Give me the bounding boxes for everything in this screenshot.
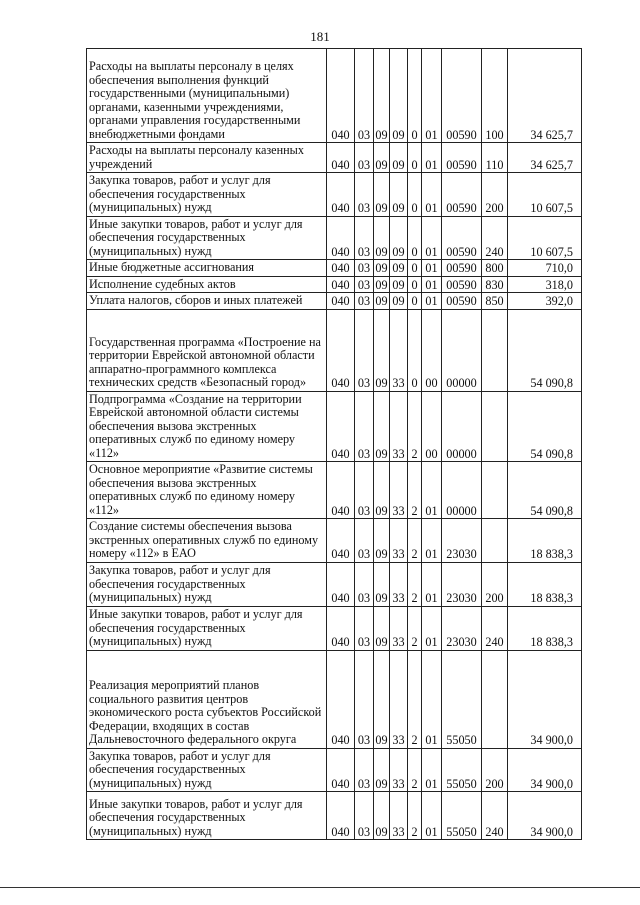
expense-type-code: 240 <box>482 606 508 650</box>
section-code: 03 <box>355 309 374 391</box>
row-name: Закупка товаров, работ и услуг для обеспечения государственных (муниципальных) нужд <box>87 173 327 217</box>
direction-code: 55050 <box>442 792 482 840</box>
subsection-code: 09 <box>375 277 388 292</box>
row-name: Расходы на выплаты персоналу казенных учреждений <box>87 143 327 173</box>
event-code: 01 <box>422 216 442 260</box>
row-amount: 10 607,5 <box>508 173 582 217</box>
program-code: 33 <box>390 792 408 840</box>
event-code: 01 <box>422 462 442 519</box>
row-name: Расходы на выплаты персоналу в целях обеспечения выполнения функций государственными (муниципальными) органами, казенными учреждениями, органами управления государственными внебюджетными фондами <box>87 49 327 143</box>
subsection-code: 09 <box>374 173 390 217</box>
section-code: 03 <box>355 391 374 462</box>
section-code: 03 <box>355 173 374 217</box>
subprogram-code: 0 <box>408 309 422 391</box>
page-number: 181 <box>310 29 330 44</box>
expense-type-code <box>482 462 508 519</box>
table-row <box>87 143 582 173</box>
program-code: 09 <box>390 143 408 173</box>
event-code: 01 <box>422 748 442 792</box>
ved-code: 040 <box>327 276 355 293</box>
section-code: 03 <box>355 462 374 519</box>
table-row <box>87 748 582 792</box>
row-amount: 54 090,8 <box>508 309 582 391</box>
row-name: Иные бюджетные ассигнования <box>87 260 327 277</box>
table-row <box>87 462 582 519</box>
direction-code: 23030 <box>442 519 482 563</box>
subsection-code: 09 <box>374 143 390 173</box>
row-name: Исполнение судебных актов <box>87 276 327 293</box>
bottom-rule <box>0 887 640 888</box>
row-amount: 34 900,0 <box>508 748 582 792</box>
expense-type-code: 850 <box>482 293 508 310</box>
table-row <box>87 49 582 143</box>
subsection-code: 09 <box>374 748 390 792</box>
row-amount: 18 838,3 <box>508 606 582 650</box>
event-code: 01 <box>422 562 442 606</box>
row-name: Подпрограмма «Создание на территории Еврейской автономной области системы обеспечения вызова экстренных оперативных служб по единому номеру «112» <box>87 391 327 462</box>
subprogram-code: 0 <box>408 143 422 173</box>
expense-type-code: 200 <box>482 173 508 217</box>
row-name: Закупка товаров, работ и услуг для обеспечения государственных (муниципальных) нужд <box>87 748 327 792</box>
event-code: 01 <box>422 606 442 650</box>
program-code: 09 <box>390 173 408 217</box>
program-code: 09 <box>390 260 408 277</box>
subprogram-code: 2 <box>408 391 422 462</box>
ved-code: 040 <box>327 562 355 606</box>
section-code: 03 <box>355 519 374 563</box>
expense-type-code: 240 <box>482 792 508 840</box>
subsection-code: 09 <box>375 294 388 308</box>
ved-code: 040 <box>327 391 355 462</box>
expense-type-code: 200 <box>482 562 508 606</box>
expense-type-code <box>482 309 508 391</box>
expense-type-code: 110 <box>482 143 508 173</box>
section-code: 03 <box>355 606 374 650</box>
row-name: Закупка товаров, работ и услуг для обеспечения государственных (муниципальных) нужд <box>87 562 327 606</box>
direction-code: 55050 <box>442 650 482 748</box>
row-name: Иные закупки товаров, работ и услуг для обеспечения государственных (муниципальных) нужд <box>87 606 327 650</box>
section-code: 03 <box>355 216 374 260</box>
row-amount: 54 090,8 <box>508 462 582 519</box>
section-code: 03 <box>355 276 374 293</box>
direction-code: 00000 <box>442 309 482 391</box>
program-code: 33 <box>390 391 408 462</box>
ved-code: 040 <box>327 462 355 519</box>
subprogram-code: 2 <box>408 562 422 606</box>
row-name: Иные закупки товаров, работ и услуг для обеспечения государственных (муниципальных) нужд <box>87 792 327 840</box>
direction-code: 00590 <box>442 173 482 217</box>
section-code: 03 <box>355 792 374 840</box>
subprogram-code: 0 <box>408 260 422 277</box>
event-code: 01 <box>422 650 442 748</box>
row-amount: 34 625,7 <box>508 143 582 173</box>
event-code: 00 <box>422 391 442 462</box>
row-name: Основное мероприятие «Развитие системы обеспечения вызова экстренных оперативных служб по единому номеру «112» <box>87 462 327 519</box>
subprogram-code: 0 <box>408 216 422 260</box>
subprogram-code: 2 <box>408 519 422 563</box>
row-name: Реализация мероприятий планов социального развития центров экономического роста субъектов Российской Федерации, входящих в состав Дальневосточного федерального округа <box>87 650 327 748</box>
program-code: 33 <box>390 562 408 606</box>
program-code: 33 <box>390 650 408 748</box>
row-amount: 34 625,7 <box>508 49 582 143</box>
expense-type-code: 800 <box>482 260 508 277</box>
subprogram-code: 2 <box>408 792 422 840</box>
table-row <box>87 562 582 606</box>
direction-code: 00000 <box>442 391 482 462</box>
subsection-code: 09 <box>375 261 388 275</box>
subprogram-code: 2 <box>408 748 422 792</box>
program-code: 09 <box>390 49 408 143</box>
row-amount: 18 838,3 <box>508 562 582 606</box>
event-code: 01 <box>422 260 442 277</box>
table-row <box>87 216 582 260</box>
expense-type-code: 830 <box>482 276 508 293</box>
direction-code: 00590 <box>442 49 482 143</box>
section-code: 03 <box>355 650 374 748</box>
row-amount: 34 900,0 <box>508 650 582 748</box>
ved-code: 040 <box>327 650 355 748</box>
ved-code: 040 <box>327 792 355 840</box>
subsection-code: 09 <box>374 309 390 391</box>
expense-type-code: 240 <box>482 216 508 260</box>
direction-code: 23030 <box>442 562 482 606</box>
direction-code: 00590 <box>442 143 482 173</box>
row-amount: 54 090,8 <box>508 391 582 462</box>
table-row <box>87 276 582 293</box>
direction-code: 55050 <box>442 748 482 792</box>
event-code: 01 <box>422 792 442 840</box>
subprogram-code: 0 <box>408 293 422 310</box>
subprogram-code: 0 <box>408 173 422 217</box>
event-code: 01 <box>422 143 442 173</box>
event-code: 01 <box>422 519 442 563</box>
event-code: 00 <box>422 309 442 391</box>
direction-code: 23030 <box>442 606 482 650</box>
ved-code: 040 <box>327 49 355 143</box>
subsection-code: 09 <box>374 606 390 650</box>
row-name: Создание системы обеспечения вызова экстренных оперативных служб по единому номеру «112» в ЕАО <box>87 519 327 563</box>
subsection-code: 09 <box>374 792 390 840</box>
table-row <box>87 260 582 277</box>
ved-code: 040 <box>327 309 355 391</box>
subprogram-code: 2 <box>408 462 422 519</box>
table-row <box>87 606 582 650</box>
section-code: 03 <box>355 293 374 310</box>
program-code: 09 <box>390 216 408 260</box>
table-row <box>87 173 582 217</box>
section-code: 03 <box>355 562 374 606</box>
direction-code: 00590 <box>442 293 482 310</box>
ved-code: 040 <box>327 216 355 260</box>
table-row <box>87 650 582 748</box>
direction-code: 00000 <box>442 462 482 519</box>
direction-code: 00590 <box>442 276 482 293</box>
section-code: 03 <box>355 260 374 277</box>
row-amount: 18 838,3 <box>508 519 582 563</box>
section-code: 03 <box>355 748 374 792</box>
table-row <box>87 293 582 310</box>
program-code: 33 <box>390 519 408 563</box>
row-amount: 318,0 <box>508 276 582 293</box>
row-amount: 710,0 <box>508 260 582 277</box>
program-code: 33 <box>390 462 408 519</box>
direction-code: 00590 <box>442 216 482 260</box>
table-row <box>87 519 582 563</box>
table-row <box>87 391 582 462</box>
ved-code: 040 <box>327 606 355 650</box>
subprogram-code: 2 <box>408 650 422 748</box>
ved-code: 040 <box>327 260 355 277</box>
section-code: 03 <box>355 49 374 143</box>
row-amount: 34 900,0 <box>508 792 582 840</box>
table-row <box>87 792 582 840</box>
subsection-code: 09 <box>374 562 390 606</box>
row-name: Государственная программа «Построение на территории Еврейской автономной области аппаратно-программного комплекса технических средств «Безопасный город» <box>87 309 327 391</box>
event-code: 01 <box>422 293 442 310</box>
event-code: 01 <box>422 276 442 293</box>
ved-code: 040 <box>327 173 355 217</box>
row-name: Уплата налогов, сборов и иных платежей <box>87 293 327 310</box>
ved-code: 040 <box>327 519 355 563</box>
row-amount: 392,0 <box>508 293 582 310</box>
ved-code: 040 <box>327 748 355 792</box>
subsection-code: 09 <box>374 391 390 462</box>
program-code: 33 <box>390 748 408 792</box>
event-code: 01 <box>422 49 442 143</box>
ved-code: 040 <box>327 143 355 173</box>
ved-code: 040 <box>327 293 355 310</box>
program-code: 09 <box>390 276 408 293</box>
subprogram-code: 0 <box>408 276 422 293</box>
subprogram-code: 0 <box>408 49 422 143</box>
event-code: 01 <box>422 173 442 217</box>
subsection-code: 09 <box>374 49 390 143</box>
row-amount: 10 607,5 <box>508 216 582 260</box>
row-name: Иные закупки товаров, работ и услуг для обеспечения государственных (муниципальных) нужд <box>87 216 327 260</box>
expense-type-code: 100 <box>482 49 508 143</box>
section-code: 03 <box>355 143 374 173</box>
subsection-code: 09 <box>374 216 390 260</box>
subsection-code: 09 <box>374 462 390 519</box>
program-code: 33 <box>390 309 408 391</box>
program-code: 33 <box>390 606 408 650</box>
table-row <box>87 309 582 391</box>
direction-code: 00590 <box>442 260 482 277</box>
expense-type-code <box>482 519 508 563</box>
subsection-code: 09 <box>374 650 390 748</box>
program-code: 09 <box>390 293 408 310</box>
budget-table <box>86 48 582 840</box>
expense-type-code: 200 <box>482 748 508 792</box>
subprogram-code: 2 <box>408 606 422 650</box>
subsection-code: 09 <box>374 519 390 563</box>
expense-type-code <box>482 650 508 748</box>
expense-type-code <box>482 391 508 462</box>
